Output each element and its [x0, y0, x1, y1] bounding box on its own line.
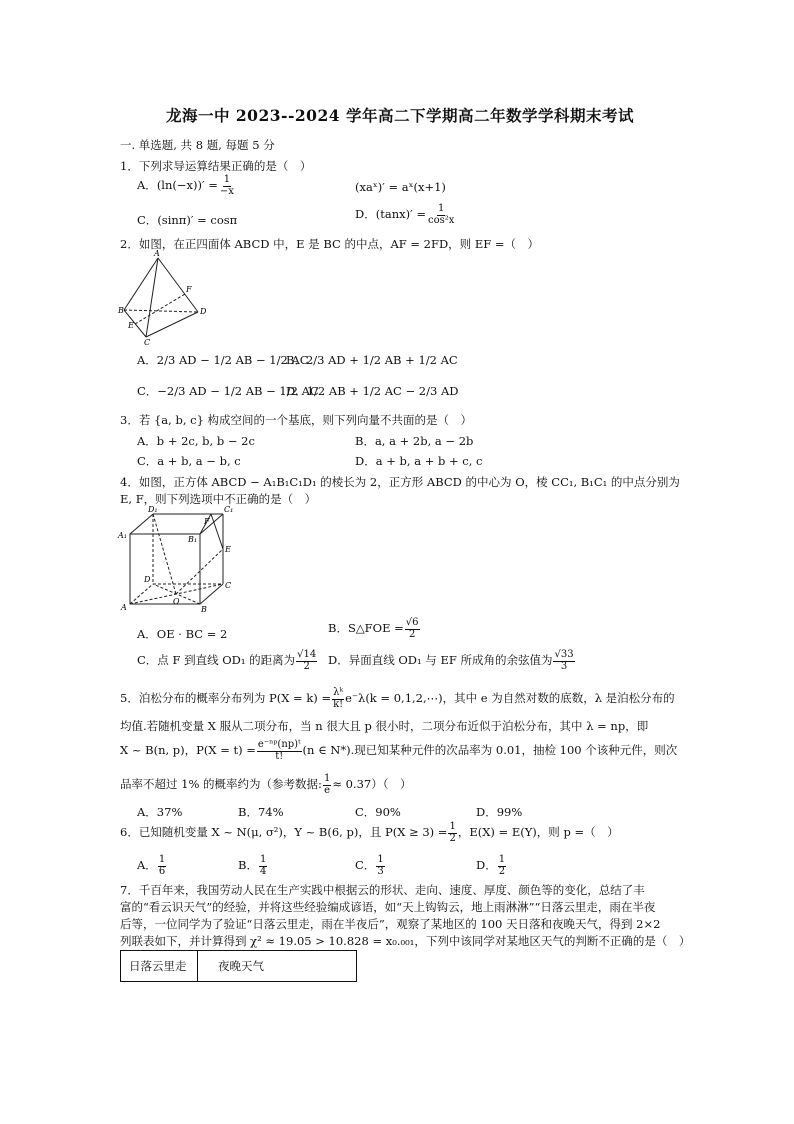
q4-stem: 4．如图，正方体 ABCD − A₁B₁C₁D₁ 的棱长为 2，正方形 ABCD 的中心为 O，棱 CC₁, B₁C₁ 的中点分别为: [120, 475, 680, 489]
q6-stem: 6．已知随机变量 X ~ N(μ, σ²)，Y ~ B(6, p)，且 P(X ≥ 3) = $\frac{1}{2}$ ，E(X) = E(Y)，则 p =（ ）: [120, 821, 619, 844]
q4-cube-figure: [118, 506, 238, 614]
q6-option-d: D． $\frac{1}{2}$: [476, 854, 506, 877]
q3-option-c: C．a + b, a − b, c: [137, 454, 241, 468]
q2-option-c: C．−2/3 AD − 1/2 AB − 1/2 AC: [137, 384, 319, 398]
q3-option-b: B．a, a + 2b, a − 2b: [355, 434, 474, 448]
q6-option-b: B． $\frac{1}{4}$: [238, 854, 267, 877]
q4-label-d: D: [144, 575, 151, 584]
q4-label-e: E: [225, 545, 231, 554]
q4-option-b: B．S△FOE = $\frac{√6}{2}$: [328, 617, 419, 640]
q4-option-a: A．OE · BC = 2: [137, 627, 228, 641]
table-header-cell: 夜晚天气: [198, 951, 357, 982]
table-header-cell: 日落云里走: [121, 951, 198, 982]
q1-d-frac: $\frac{1}{\text{cos²x}}$: [427, 203, 455, 226]
q2-label-f: F: [186, 285, 192, 294]
q1-option-b: (xaˣ)′ = aˣ(x+1): [355, 180, 446, 194]
table-row: [121, 951, 357, 982]
q6-option-c: C． $\frac{1}{3}$: [355, 854, 384, 877]
q2-option-b: B．2/3 AD + 1/2 AB + 1/2 AC: [286, 353, 458, 367]
q1-a-lhs: (ln(−x))′ =: [156, 178, 218, 192]
q4-label-c: C: [225, 581, 232, 590]
q5-line-1: 5．泊松分布的概率分布列为 P(X = k) = $\frac{\text{λᵏ}}{k!}$ e⁻λ(k = 0,1,2,⋯)，其中 e 为自然对数的底数，λ 是泊松分布的: [120, 687, 675, 710]
q4-option-d: D．异面直线 OD₁ 与 EF 所成角的余弦值为 $\frac{√33}{3}$: [328, 649, 574, 672]
q5-option-b: B．74%: [238, 805, 284, 819]
q4-label-c1: C₁: [224, 505, 234, 514]
q3-option-d: D．a + b, a + b + c, c: [355, 454, 483, 468]
q4-label-b: B: [201, 605, 207, 614]
q2-label-e: E: [128, 321, 134, 330]
q7-contingency-table: [120, 950, 357, 982]
q5-option-a: A．37%: [137, 805, 183, 819]
q1-a-frac: $\frac{1}{-x}$: [219, 174, 234, 197]
q4-label-o: O: [173, 597, 180, 606]
q7-line-2: 富的“看云识天气”的经验，并将这些经验编成谚语，如“天上钩钩云，地上雨淋淋”“日落云里走，雨在半夜: [120, 900, 656, 914]
q3-stem: 3．若 {a, b, c} 构成空间的一个基底，则下列向量不共面的是（ ）: [120, 413, 473, 427]
q1-option-a: [137, 175, 236, 197]
q1-option-d: D．(tanx)′ = $\frac{1}{\text{cos²x}}$: [355, 203, 455, 226]
q2-option-a: A．2/3 AD − 1/2 AB − 1/2 AC: [137, 353, 309, 367]
q5-option-d: D．99%: [476, 805, 523, 819]
q1-option-c: C．(sinπ)′ = cosπ: [137, 213, 238, 227]
q2-stem: 2．如图，在正四面体 ABCD 中，E 是 BC 的中点，AF = 2FD，则 EF =（ ）: [120, 237, 540, 251]
page-title: 龙海一中 2023--2024 学年高二下学期高二年数学学科期末考试: [166, 106, 634, 125]
q2-label-a: A: [154, 249, 160, 258]
q5-option-c: C．90%: [355, 805, 401, 819]
q5-line-2: 均值.若随机变量 X 服从二项分布，当 n 很大且 p 很小时，二项分布近似于泊松分布，其中 λ = np，即: [120, 719, 649, 733]
q7-line-3: 后等，一位同学为了验证“日落云里走，雨在半夜后”，观察了某地区的 100 天日落和夜晚天气，得到 2×2: [120, 917, 661, 931]
q6-option-a: A． $\frac{1}{6}$: [137, 854, 166, 877]
q4-label-a: A: [121, 603, 127, 612]
q2-option-d: D．1/2 AB + 1/2 AC − 2/3 AD: [286, 384, 459, 398]
q1-a-label: A．: [137, 178, 157, 192]
q3-option-a: A．b + 2c, b, b − 2c: [137, 434, 255, 448]
q4-stem-2: E, F，则下列选项中不正确的是（ ）: [120, 492, 317, 506]
q4-label-d1: D₁: [148, 505, 158, 514]
q4-label-a1: A₁: [118, 531, 127, 540]
q2-label-c: C: [144, 338, 151, 347]
q4-label-b1: B₁: [188, 535, 198, 544]
q7-line-1: 7．千百年来，我国劳动人民在生产实践中根据云的形状、走向、速度、厚度、颜色等的变化，总结了丰: [120, 883, 645, 897]
q2-label-d: D: [200, 307, 207, 316]
section-heading: 一. 单选题, 共 8 题, 每题 5 分: [120, 138, 275, 152]
q7-line-4: 列联表如下，并计算得到 χ² ≈ 19.05 > 10.828 = x₀.₀₀₁，下列中该同学对某地区天气的判断不正确的是（ ）: [120, 934, 691, 948]
q2-tetrahedron-figure: [118, 249, 213, 347]
q4-option-c: C．点 F 到直线 OD₁ 的距离为 $\frac{√14}{2}$: [137, 649, 317, 672]
q5-line-4: 品率不超过 1% 的概率约为（参考数据: $\frac{1}{e}$ ≈ 0.37）（ ）: [120, 773, 412, 796]
q2-label-b: B: [118, 306, 124, 315]
q4-label-f: F: [204, 517, 210, 526]
q5-line-3: X ~ B(n, p)，P(X = t) = $\frac{\text{e⁻ⁿᵖ(np)ᵗ}}{t!}$ (n ∈ N*).现已知某种元件的次品率为 0.01，抽检 100 个该种元件，则次: [120, 739, 678, 762]
q1-stem: 1．下列求导运算结果正确的是（ ）: [120, 159, 312, 173]
